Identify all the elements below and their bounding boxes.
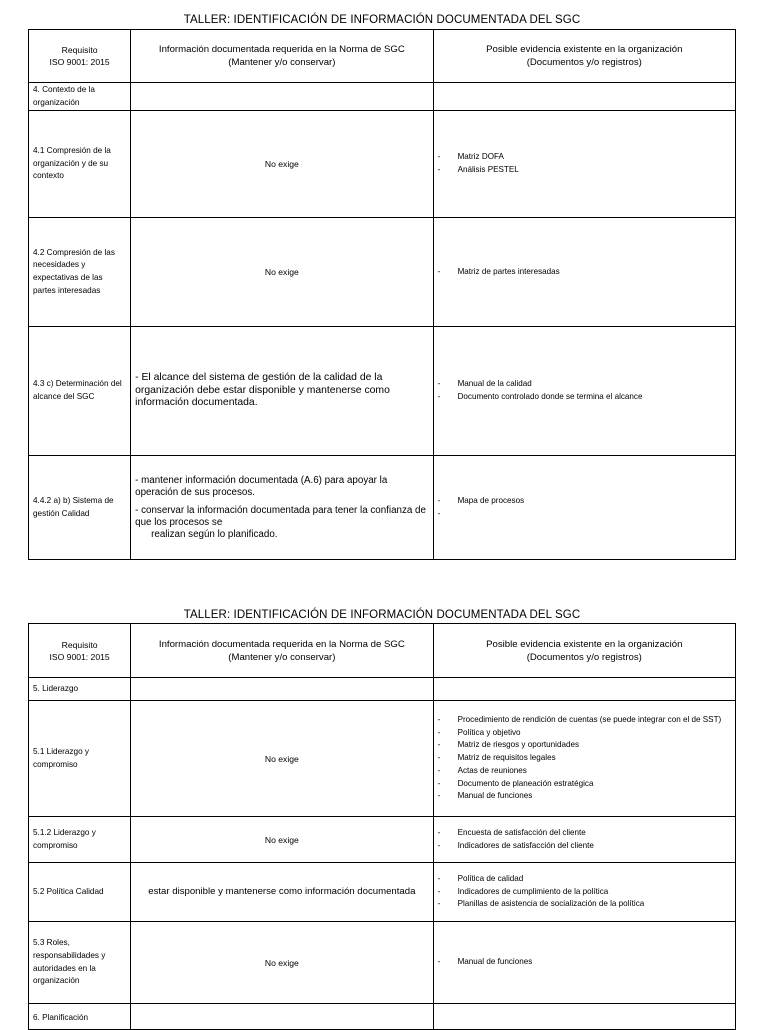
info-cell (131, 83, 433, 111)
info-cell (131, 678, 433, 701)
requirement-cell: 4.1 Compresión de la organización y de su contexto (29, 111, 131, 218)
evidence-cell (433, 922, 735, 1004)
section-2-table (28, 623, 736, 1030)
header-requisito: Requisito ISO 9001: 2015 (29, 30, 131, 83)
section-1-table (28, 29, 736, 560)
evidence-item: - Encuesta de satisfacción del cliente (438, 827, 731, 840)
evidence-cell (433, 327, 735, 456)
header-requisito: Requisito ISO 9001: 2015 (29, 624, 131, 678)
evidence-item: - Matriz de partes interesadas (438, 266, 731, 279)
evidence-cell (433, 701, 735, 817)
evidence-item: - Análisis PESTEL (438, 164, 731, 177)
table-row (29, 111, 736, 218)
table-header-row (29, 30, 736, 83)
info-cell: No exige (131, 922, 433, 1004)
info-cell: No exige (131, 111, 433, 218)
evidence-cell (433, 111, 735, 218)
requirement-cell: 4.4.2 a) b) Sistema de gestión Calidad (29, 456, 131, 560)
requirement-cell: 6. Planificación (29, 1004, 131, 1030)
info-cell: - mantener información documentada (A.6) para apoyar la operación de sus procesos. - conservar la información documentada para tener la confianza de que los procesos se realizan según lo planificado. (131, 456, 433, 560)
info-cell: estar disponible y mantenerse como información documentada (131, 863, 433, 922)
table-row (29, 817, 736, 863)
evidence-item: - Matriz DOFA (438, 151, 731, 164)
evidence-item: - Indicadores de satisfacción del cliente (438, 840, 731, 853)
evidence-item: - Política de calidad (438, 873, 731, 886)
requirement-cell: 5.1.2 Liderazgo y compromiso (29, 817, 131, 863)
evidence-item: - Matriz de riesgos y oportunidades (438, 739, 731, 752)
evidence-item: - Manual de funciones (438, 790, 731, 803)
evidence-item: - Planillas de asistencia de socialización de la política (438, 898, 731, 911)
evidence-cell (433, 83, 735, 111)
section-2-title: TALLER: IDENTIFICACIÓN DE INFORMACIÓN DOCUMENTADA DEL SGC (183, 609, 581, 621)
requirement-cell: 4. Contexto de la organización (29, 83, 131, 111)
evidence-item: - Mapa de procesos (438, 495, 731, 508)
table-row (29, 1004, 736, 1030)
requirement-cell: 5.3 Roles, responsabilidades y autoridades en la organización (29, 922, 131, 1004)
evidence-cell (433, 817, 735, 863)
table-row (29, 83, 736, 111)
evidence-cell (433, 456, 735, 560)
table-header-row (29, 624, 736, 678)
table-row (29, 678, 736, 701)
requirement-cell: 5. Liderazgo (29, 678, 131, 701)
info-cell (131, 1004, 433, 1030)
evidence-item: - Procedimiento de rendición de cuentas (se puede integrar con el de SST) (438, 714, 731, 727)
requirement-cell: 5.1 Liderazgo y compromiso (29, 701, 131, 817)
table-row (29, 922, 736, 1004)
header-informacion: Información documentada requerida en la Norma de SGC (Mantener y/o conservar) (131, 624, 433, 678)
table-row (29, 863, 736, 922)
evidence-cell (433, 863, 735, 922)
evidence-item (438, 508, 731, 521)
info-cell: No exige (131, 817, 433, 863)
table-row (29, 701, 736, 817)
evidence-item: - Documento controlado donde se termina el alcance (438, 391, 731, 404)
header-evidencia: Posible evidencia existente en la organización (Documentos y/o registros) (433, 30, 735, 83)
evidence-cell (433, 678, 735, 701)
requirement-cell: 4.3 c) Determinación del alcance del SGC (29, 327, 131, 456)
evidence-item: - Matriz de requisitos legales (438, 752, 731, 765)
requirement-cell: 4.2 Compresión de las necesidades y expectativas de las partes interesadas (29, 218, 131, 327)
header-informacion: Información documentada requerida en la Norma de SGC (Mantener y/o conservar) (131, 30, 433, 83)
info-cell: No exige (131, 701, 433, 817)
evidence-cell (433, 1004, 735, 1030)
evidence-cell (433, 218, 735, 327)
header-evidencia: Posible evidencia existente en la organización (Documentos y/o registros) (433, 624, 735, 678)
evidence-item: - Documento de planeación estratégica (438, 778, 731, 791)
table-row (29, 456, 736, 560)
evidence-item: - Indicadores de cumplimiento de la política (438, 886, 731, 899)
evidence-item: - Manual de funciones (438, 956, 731, 969)
requirement-cell: 5.2 Política Calidad (29, 863, 131, 922)
info-cell: No exige (131, 218, 433, 327)
evidence-item: - Política y objetivo (438, 727, 731, 740)
table-row (29, 218, 736, 327)
info-cell: - El alcance del sistema de gestión de la calidad de la organización debe estar disponible y mantenerse como información documentada. (131, 327, 433, 456)
evidence-item: - Actas de reuniones (438, 765, 731, 778)
evidence-item: - Manual de la calidad (438, 378, 731, 391)
table-row (29, 327, 736, 456)
section-1-title: TALLER: IDENTIFICACIÓN DE INFORMACIÓN DOCUMENTADA DEL SGC (183, 14, 581, 26)
